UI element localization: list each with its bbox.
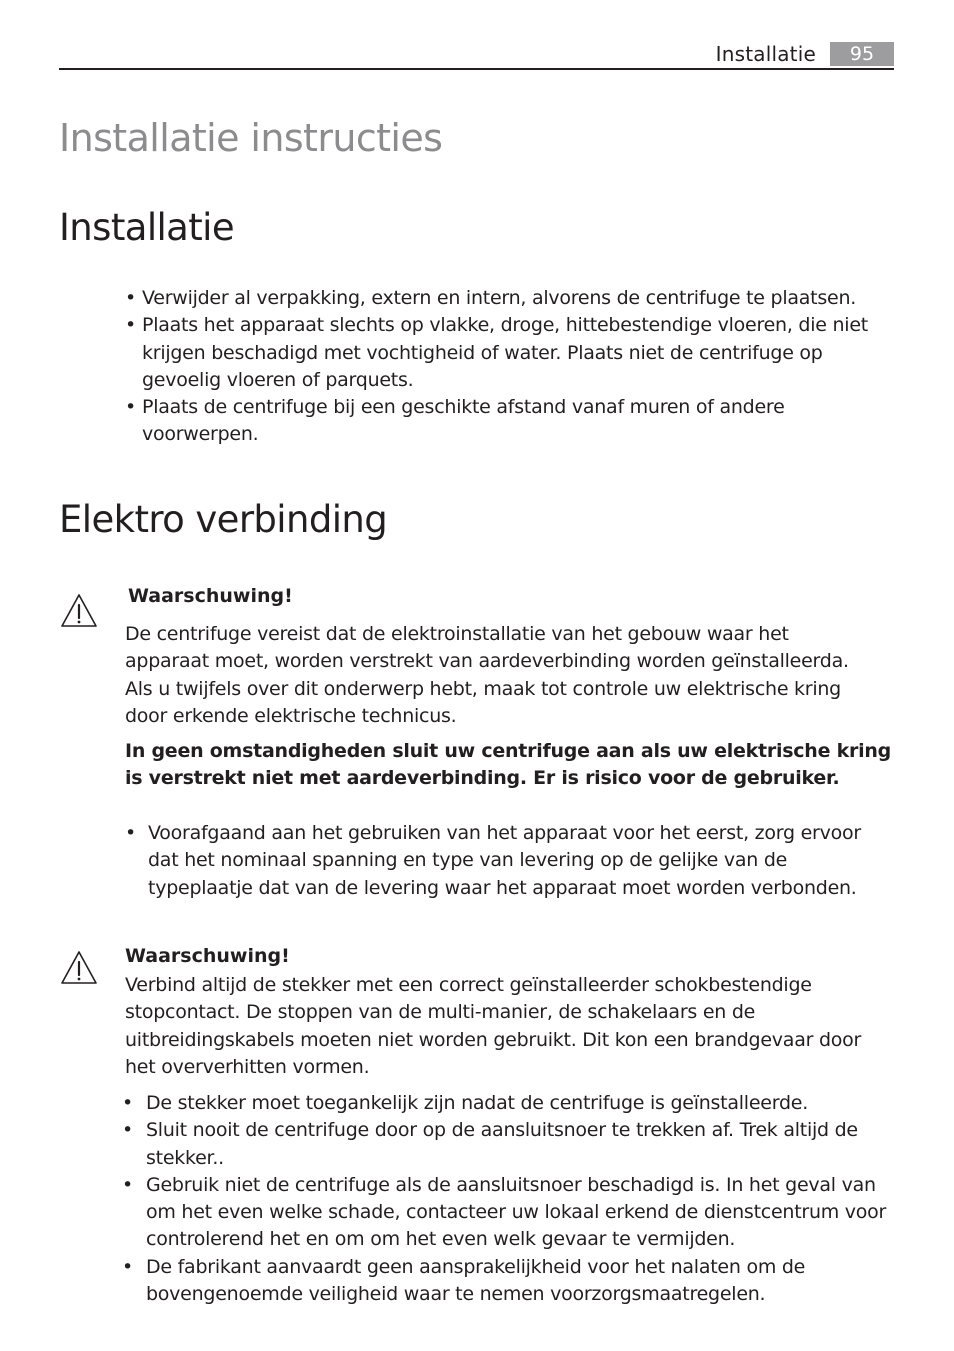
warning-label: Waarschuwing! (128, 585, 293, 607)
list-item: • Plaats de centrifuge bij een geschikte afstand vanaf muren of andere voorwerpen. (125, 394, 895, 449)
installatie-heading: Installatie (59, 206, 235, 249)
warning-triangle-icon (60, 593, 98, 629)
installatie-bullet-list (125, 285, 895, 449)
warning-triangle-icon (60, 950, 98, 986)
list-item: • Gebruik niet de centrifuge als de aansluitsnoer beschadigd is. In het geval van om het even welke schade, contacteer uw lokaal erkend de dienstcentrum voor controlerend het en om om het even welk gevaar te vermijden. (122, 1172, 894, 1254)
list-item: • Plaats het apparaat slechts op vlakke, droge, hittebestendige vloeren, die niet krijgen beschadigd met vochtigheid of water. Plaats niet de centrifuge op gevoelig vloeren of parquets. (125, 312, 895, 394)
header-section-title: Installatie (715, 42, 816, 66)
page-title: Installatie instructies (59, 116, 443, 160)
warning-bold-text: In geen omstandigheden sluit uw centrifuge aan als uw elektrische kring is verstrekt niet met aardeverbinding. Er is risico voor de gebruiker. (125, 740, 891, 790)
page-number-badge: 95 (830, 42, 894, 66)
elektro-heading: Elektro verbinding (59, 498, 388, 541)
list-item: • De stekker moet toegankelijk zijn nadat de centrifuge is geïnstalleerde. (122, 1090, 894, 1117)
elektro-bullet-list-2 (122, 1090, 894, 1308)
warning-label: Waarschuwing! (125, 945, 290, 967)
list-item: • De fabrikant aanvaardt geen aansprakelijkheid voor het nalaten om de bovengenoemde veiligheid waar te nemen voorzorgsmaatregelen. (122, 1254, 894, 1309)
elektro-bullet-list-1 (125, 820, 885, 902)
list-item: • Voorafgaand aan het gebruiken van het apparaat voor het eerst, zorg ervoor dat het nominaal spanning en type van levering op de gelijke van de typeplaatje dat van de levering waar het apparaat moet worden verbonden. (125, 820, 885, 902)
warning-text: Verbind altijd de stekker met een correct geïnstalleerder schokbestendige stopcontact. De stoppen van de multi-manier, de schakelaars en de uitbreidingskabels moeten niet worden gebruikt. Dit kon een brandgevaar door het oververhitten vormen. (125, 974, 862, 1078)
list-item: • Verwijder al verpakking, extern en intern, alvorens de centrifuge te plaatsen. (125, 285, 895, 312)
warning-text: De centrifuge vereist dat de elektroinstallatie van het gebouw waar het apparaat moet, worden verstrekt van aardeverbinding worden geïnstalleerda. Als u twijfels over dit onderwerp hebt, maak tot controle uw elektrische kring door erkende elektrische technicus. (125, 623, 849, 727)
list-item: • Sluit nooit de centrifuge door op de aansluitsnoer te trekken af. Trek altijd de stekker.. (122, 1117, 894, 1172)
page-header (59, 40, 894, 70)
